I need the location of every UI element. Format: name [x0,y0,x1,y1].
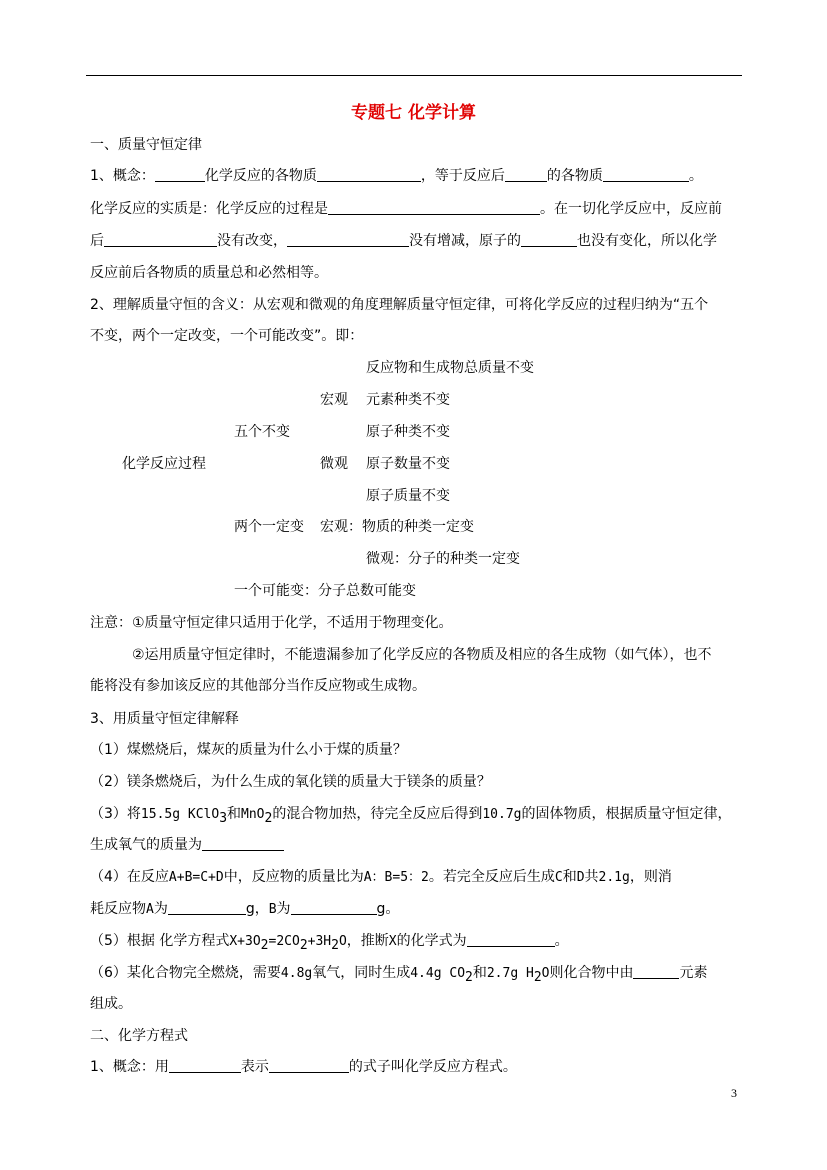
header-rule [86,75,742,76]
blank [505,167,547,182]
blank [155,167,205,182]
blank [633,964,679,979]
blank [521,232,577,247]
blank [291,900,377,915]
diagram-root: 化学反应过程 [122,456,206,472]
blank [168,900,246,915]
section-heading-1: 一、质量守恒定律 [90,137,202,153]
problem-3-line-2: 生成氧气的质量为 [90,836,284,854]
blank [287,232,409,247]
blank [104,232,217,247]
diagram-item: 原子种类不变 [366,424,450,440]
note-1: 注意：①质量守恒定律只适用于化学，不适用于物理变化。 [90,615,453,631]
diagram-macro-label: 宏观 [320,392,348,408]
diagram-two-micro: 微观：分子的种类一定变 [366,551,520,567]
diagram-item: 元素种类不变 [366,392,450,408]
problem-6: （6）某化合物完全燃烧，需要4.8g氧气，同时生成4.4g $CO_2$和2.7g $H_2O$则化合物中由 元素 [90,965,708,985]
blank [269,1058,349,1073]
problem-2: （2）镁条燃烧后，为什么生成的氧化镁的质量大于镁条的质量？ [90,774,491,790]
section-heading-2: 二、化学方程式 [90,1028,188,1044]
meaning-line-2: 不变，两个一定改变，一个可能改变”。即： [90,328,364,344]
page-number: 3 [731,1086,737,1100]
diagram-one-possible: 一个可能变：分子总数可能变 [234,583,416,599]
concept-line: 1、概念： 化学反应的各物质 ，等于反应后 的各物质 。 [90,168,703,184]
blank [467,932,555,947]
blank [202,836,284,851]
essence-line-2: 后 没有改变， 没有增减，原子的 也没有变化，所以化学 [90,233,717,249]
blank [328,200,540,215]
note-3: 能将没有参加该反应的其他部分当作反应物或生成物。 [90,678,426,694]
blank [317,167,421,182]
diagram-item: 原子质量不变 [366,488,450,504]
diagram-five-unchanged: 五个不变 [234,424,290,440]
problem-1: （1）煤燃烧后，煤灰的质量为什么小于煤的质量？ [90,742,407,758]
diagram-two-macro: 宏观：物质的种类一定变 [320,519,474,535]
blank [603,167,689,182]
diagram-two-changed: 两个一定变 [234,519,304,535]
diagram-item: 原子数量不变 [366,456,450,472]
blank [169,1058,241,1073]
diagram-item: 反应物和生成物总质量不变 [366,360,534,376]
note-2: ②运用质量守恒定律时，不能遗漏参加了化学反应的各物质及相应的各生成物（如气体），也不 [132,647,712,663]
question-3-heading: 3、用质量守恒定律解释 [90,711,239,727]
page-title: 专题七 化学计算 [351,103,476,123]
meaning-line: 2、理解质量守恒的含义：从宏观和微观的角度理解质量守恒定律，可将化学反应的过程归纳为“五个 [90,297,709,313]
equation-concept: 1、概念：用 表示 的式子叫化学反应方程式。 [90,1059,517,1075]
problem-6-line-2: 组成。 [90,996,132,1012]
diagram-micro-label: 微观 [320,456,348,472]
problem-4-line-2: 耗反应物A为 g，B为 g。 [90,901,400,917]
problem-4: （4）在反应A+B=C+D中，反应物的质量比为A：B=5：2。若完全反应后生成C和D共2.1g，则消 [90,869,672,885]
essence-line: 化学反应的实质是：化学反应的过程是 。在一切化学反应中，反应前 [90,201,722,217]
problem-3: （3）将15.5g KClO$_3$和MnO$_2$的混合物加热，待完全反应后得到10.7g的固体物质，根据质量守恒定律， [90,806,732,826]
problem-5: （5）根据 化学方程式$X+3O_2=2CO_2+3H_2O$，推断X的化学式为 。 [90,933,569,953]
essence-line-3: 反应前后各物质的质量总和必然相等。 [90,265,328,281]
